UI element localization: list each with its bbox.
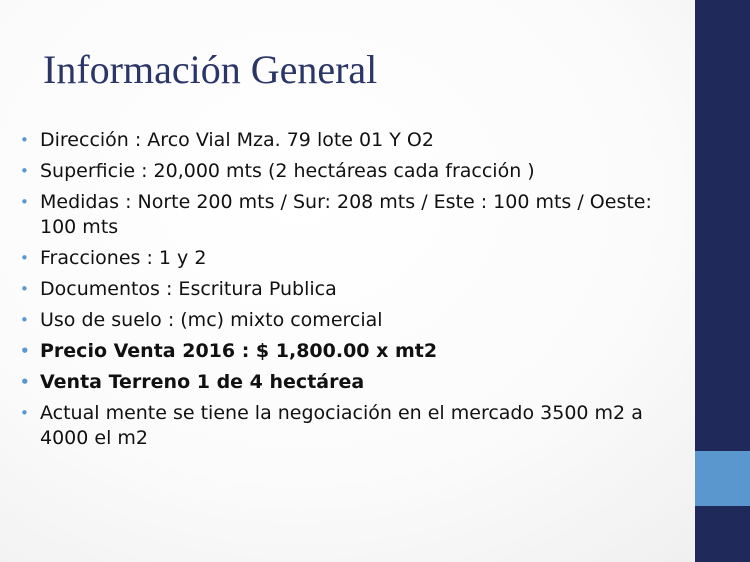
bullet-text: Uso de suelo : (mc) mixto comercial xyxy=(40,309,383,331)
bullet-icon: • xyxy=(20,249,29,267)
bullet-list xyxy=(20,128,680,457)
bullet-item-medidas xyxy=(20,190,680,240)
bullet-text: Fracciones : 1 y 2 xyxy=(40,247,207,269)
bullet-item-precio-venta xyxy=(20,339,680,364)
bullet-text: Precio Venta 2016 : $ 1,800.00 x mt2 xyxy=(40,340,438,362)
bullet-text: Venta Terreno 1 de 4 hectárea xyxy=(40,371,365,393)
slide-title: Información General xyxy=(43,47,378,92)
bullet-item-superficie xyxy=(20,159,680,184)
bullet-icon: • xyxy=(20,131,29,149)
bullet-icon: • xyxy=(20,404,29,422)
bullet-text: Actual mente se tiene la negociación en el mercado 3500 m2 a 4000 el m2 xyxy=(40,402,643,449)
bullet-text: Medidas : Norte 200 mts / Sur: 208 mts / Este : 100 mts / Oeste: 100 mts xyxy=(40,191,652,238)
bullet-text: Superficie : 20,000 mts (2 hectáreas cada fracción ) xyxy=(40,160,535,182)
bullet-icon: • xyxy=(20,311,29,329)
bullet-text: Dirección : Arco Vial Mza. 79 lote 01 Y O2 xyxy=(40,129,434,151)
bullet-icon: • xyxy=(20,162,29,180)
bullet-icon: • xyxy=(20,280,29,298)
bullet-item-documentos xyxy=(20,277,680,302)
bullet-icon: • xyxy=(20,342,30,360)
bullet-text: Documentos : Escritura Publica xyxy=(40,278,337,300)
bullet-item-fracciones xyxy=(20,246,680,271)
bullet-item-venta-terreno xyxy=(20,370,680,395)
bullet-item-uso-de-suelo xyxy=(20,308,680,333)
sidebar-band-bottom xyxy=(695,506,750,562)
sidebar-band-top xyxy=(695,0,750,451)
bullet-item-negociacion xyxy=(20,401,680,451)
bullet-icon: • xyxy=(20,373,30,391)
bullet-icon: • xyxy=(20,193,29,211)
sidebar-accent-block xyxy=(695,451,750,506)
bullet-item-direccion xyxy=(20,128,680,153)
